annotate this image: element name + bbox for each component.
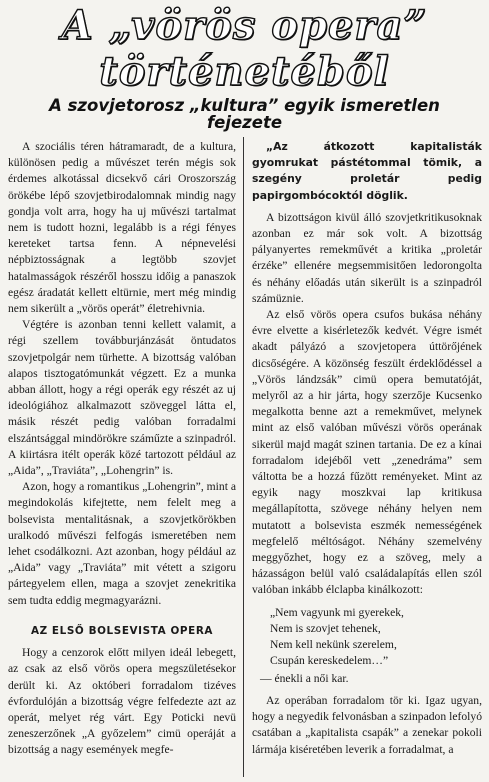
section-heading: AZ ELSŐ BOLSEVISTA OPERA [30, 624, 214, 637]
subheadline [0, 97, 489, 131]
subheadline-line-2: fejezete [206, 113, 283, 132]
poem-quote [270, 605, 482, 669]
right-column [252, 139, 482, 779]
headline-line-1: A „vörös opera” [61, 2, 428, 49]
poem-line: Nem kell nekünk szerelem, [270, 637, 397, 651]
article-paragraph: A bizottságon kivül álló szovjetkritikusoknak azonban ez már sok volt. A bizottság pályanyertes remekművét a kritika „proletár érzéke” ellenére megsemmisitően ledorongolta és néhány előadás után sikerült is a szinpadról számüznie. [252, 210, 482, 305]
quoted-lead: „Az átkozott kapitalisták gyomrukat pástétommal tömik, a szegény proletár pedig papirgombócoktól döglik. [252, 140, 482, 202]
poem-attribution: — énekli a női kar. [260, 671, 349, 685]
article-paragraph: Az első vörös opera csufos bukása néhány évre elvette a kisérletezők kedvét. Végre ismét akadt pályázó a szovjetopera úttörőjének dicsőségére. A közönség feszült érdeklődéssel a „Vörös lándzsák” cimü opera bemutatóját, melyről az a hir járta, hogy szerzője Kucsenko megalkotta benne azt a remekművet, melynek mint az első valóban művészi vörös operának sikerül majd magát szinen tartania. De ez a kínai forradalom idejéből vett „zenedráma” sem váltotta be a hozzá fűzött reményeket. Mint az egyik nagy moszkvai lap kritikusa megállapította, szövege néhány helyen nem mutatott a bolsevista eszmék nemességének megfelelő méltóságot. Néhány szemelvény meggyőzhet, hogy ez a szöveg, mely a házasságon belül való családalapítás ellen szól valóban inkább élclapba kinálkozott: [252, 308, 482, 597]
article-paragraph: Végtére is azonban tenni kellett valamit, a régi szellem továbburjánzását öntudatos szovjetpolgár nem türhette. A bizottság valóban alapos tisztogatómunkát végzett. Ez a munka abban állott, hogy a régi operák egy részét az uj ideológiához alkalmazott szöveggel látta el, másik részét pedig valóban forradalmi elszántsággal mindörökre száműzte a szinpadról. A kiirtásra itélt operák közé tartozott például az „Aida”, „Traviáta”, „Lohengrin” is. [8, 318, 236, 478]
left-column [8, 139, 236, 779]
subheadline-line-1: A szovjetorosz „kultura” egyik ismeretlen [49, 96, 440, 115]
article-paragraph: Hogy a cenzorok előtt milyen ideál lebegett, az csak az első vörös opera megszületésekor derült ki. Az októberi forradalom tizéves évfordulóján a bizottság végre felfedezte azt az operát, melyet rég várt. Egy Poticki nevü zeneszerzőnek „A győzelem” cimü operáját a bizottság a nagy események megfe- [8, 646, 236, 757]
article-paragraph: A szociális téren hátramaradt, de a kultura, különösen pedig a művészet terén mégis sok érdemes alkotással dicsekvő cári Oroszország örökébe lépő szovjetbirodalomnak mindig nagy gondja volt arra, hogy ha uj művészi tartalmat nem is tudott hozni, legalább is a régi fényes kereteket tartsa fenn. A népnevelési népbiztosságnak a legtöbb szovjet hatalmasságok részéről hosszu időig a panaszok egész áradatát kellett eltürnie, mert még mindig nem sikerült a „vörös operát” életrehivnia. [8, 140, 236, 316]
article-paragraph: Az operában forradalom tör ki. Igaz ugyan, hogy a negyedik felvonásban a szinpadon lefolyó csatában a „kapitalista csapák” a zenekar pokoli lármája kiséretében leverik a forradalmat, a [252, 693, 482, 756]
headline-line-2: történetéből [99, 48, 390, 95]
poem-line: Csupán kereskedelem…” [270, 653, 389, 667]
poem-line: „Nem vagyunk mi gyerekek, [270, 605, 404, 619]
column-divider [243, 137, 244, 777]
poem-line: Nem is szovjet tehenek, [270, 621, 381, 635]
article-paragraph: Azon, hogy a romantikus „Lohengrin”, mint a megindokolás kifejtette, nem felelt meg a bolsevista mentalitásnak, a szovjetkörökben uralkodó művészi felfogás ismeretében nem lehet csodálkozni. Azt azonban, hogy például az „Aida” vagy „Traviáta” mit vétett a szigoru pártegyelem ellen, maga a szovjet zenekritika sem tudta eddig megmagyarázni. [8, 480, 236, 607]
